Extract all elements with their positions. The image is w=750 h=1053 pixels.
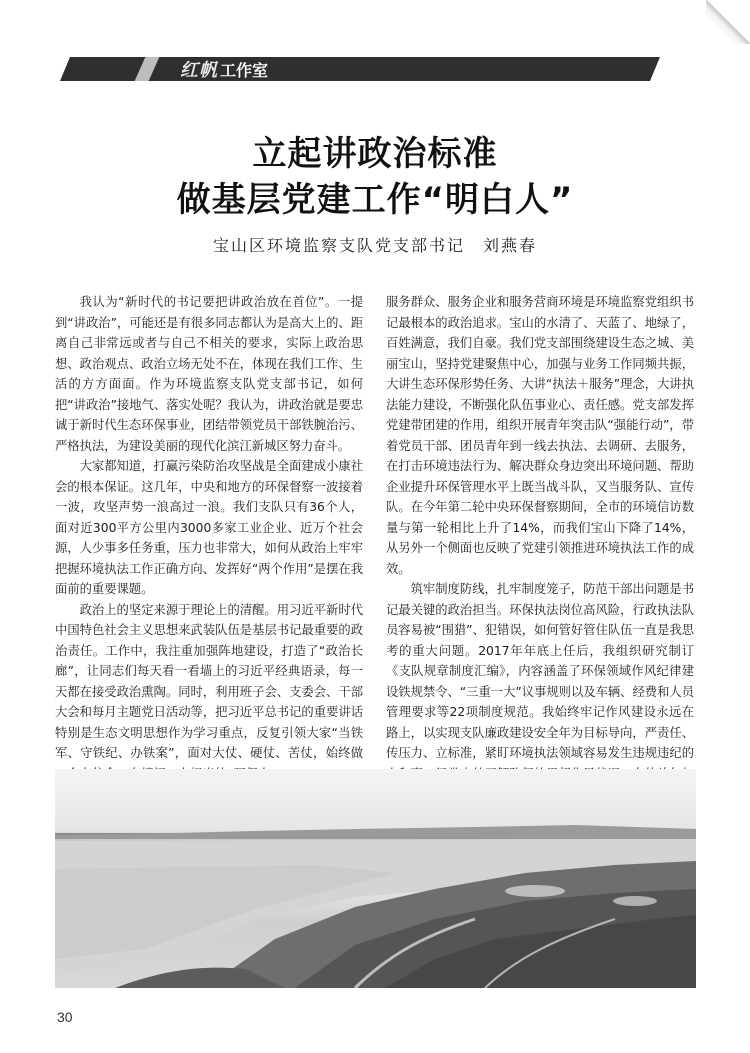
paragraph: 我认为“新时代的书记要把讲政治放在首位”。一提到“讲政治”，可能还是有很多同志都认为是高大上的、距离自己非常远或者与自己不相关的要求，实际上政治思想、政治观点、政治立场无处不在，体现在我们工作、生活的方方面面。作为环境监察支队党支部书记，如何把“讲政治”接地气、落实处呢？我认为，讲政治就是要忠诚于新时代生态环保事业，团结带领党员干部铁腕治污、严格执法，为建设美丽的现代化滨江新城区努力奋斗。 [55,295,363,453]
paragraph: 服务群众、服务企业和服务营商环境是环境监察党组织书记最根本的政治追求。宝山的水清了、天蓝了、地绿了，百姓满意，我们自豪。我们党支部围绕建设生态之城、美丽宝山，坚持党建聚焦中心，加强与业务工作同频共振，大讲生态环保形势任务、大讲“执法＋服务”理念，大讲执法能力建设，不断强化队伍事业心、责任感。党支部发挥党建带团建的作用，组织开展青年突击队“强能行动”，带着党员干部、团员青年到一线去执法、去调研、去服务，在打击环境违法行为、解决群众身边突出环境问题、帮助企业提升环保管理水平上既当战斗队，又当服务队、宣传队。在今年第二轮中央环保督察期间，全市的环境信访数量与第一轮相比上升了14%，而我们宝山下降了14%，从另外一个侧面也反映了党建引领推进环境执法工作的成效。 [386,295,694,576]
page-number: 30 [57,1009,73,1025]
section-name: 工作室 [220,60,269,80]
page-corner-fold [706,0,750,44]
article-byline: 宝山区环境监察支队党支部书记 刘燕春 [212,236,537,255]
header-stripe [135,57,160,81]
paragraph: 大家都知道，打赢污染防治攻坚战是全面建成小康社会的根本保证。这几年，中央和地方的环保督察一波接着一波，攻坚声势一浪高过一浪。我们支队只有36个人，面对近300平方公里内3000多家工业企业、近万个社会源，人少事多任务重，压力也非常大，如何从政治上牢牢把握环境执法工作正确方向、发挥好“两个作用”是摆在我面前的重要课题。 [55,459,363,596]
section-logo: 红帆 [180,60,218,81]
left-column [55,292,363,805]
photo-illustration [55,769,696,988]
paragraph: 筑牢制度防线，扎牢制度笼子，防范干部出问题是书记最关键的政治担当。环保执法岗位高风险，行政执法队员容易被“围猎”、犯错误，如何管好管住队伍一直是我思考的重大问题。2017年年底上任后，我组织研究制订《支队规章制度汇编》，内容涵盖了环保领域作风纪律建设铁规禁令、“三重一大”议事规则以及车辆、经费和人员管理要求等22项制度规范。我始终牢记作风建设永远在路上，以实现支队廉政建设安全年为目标导向，严责任、传压力、立标准，紧盯环境执法领域容易发生违规违纪的 [386,582,694,760]
article-title-line1: 立起讲政治标准 [252,134,498,174]
right-column [386,292,694,805]
article-title-line2: 做基层党建工作“明白人” [176,180,574,220]
riverside-wetland-photo [55,769,696,988]
section-header-band [60,57,660,81]
paragraph: 政治上的坚定来源于理论上的清醒。用习近平新时代中国特色社会主义思想来武装队伍是基层书记最重要的政治责任。工作中，我注重加强阵地建设，打造了“政治长廊”，让同志们每天看一看墙上的习近平经典语录，每一天都在接受政治熏陶。同时，利用班子会、支委会、干部大会和每月主题党日活动等，把习近平总书记的重要讲话特别是生态文明思想作为学习重点，反复引领大家“当铁军、守铁纪、办铁案”，面对大仗、硬仗、苦仗，始终做 [55,602,363,760]
section-header [180,58,268,80]
